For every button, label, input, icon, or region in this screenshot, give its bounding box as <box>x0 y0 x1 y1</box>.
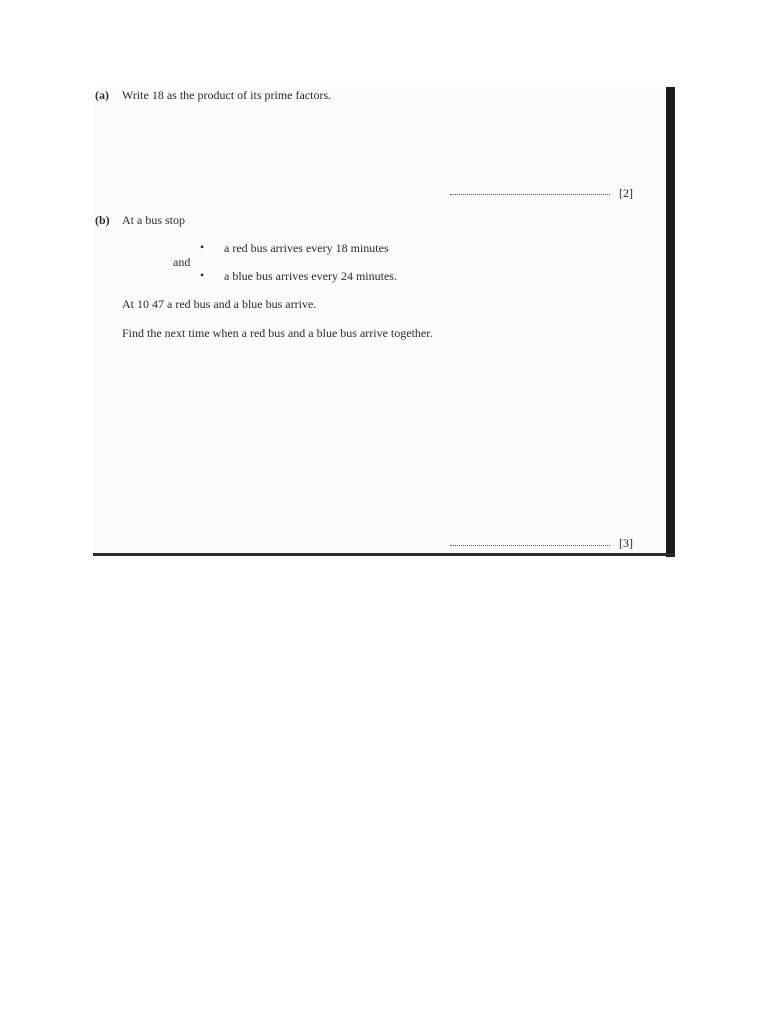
part-b-intro: At a bus stop <box>122 213 185 227</box>
bullet-2: • <box>200 268 205 282</box>
part-b-answer-line[interactable] <box>450 545 610 546</box>
part-b-marks: [3] <box>619 536 633 550</box>
sheet-right-border <box>666 87 675 557</box>
condition-blue-bus: a blue bus arrives every 24 minutes. <box>224 269 397 283</box>
part-b-label: (b) <box>95 213 110 227</box>
connector-and: and <box>173 255 191 269</box>
question-sheet <box>93 87 666 553</box>
part-a-question: Write 18 as the product of its prime factors. <box>122 88 332 102</box>
part-a-marks: [2] <box>619 186 633 200</box>
part-a-label: (a) <box>95 88 109 102</box>
part-b-question: Find the next time when a red bus and a blue bus arrive together. <box>122 326 433 340</box>
bullet-1: • <box>200 240 205 254</box>
part-a-answer-line[interactable] <box>450 194 610 195</box>
part-b-statement: At 10 47 a red bus and a blue bus arrive. <box>122 297 317 311</box>
sheet-bottom-border <box>93 553 675 556</box>
condition-red-bus: a red bus arrives every 18 minutes <box>224 241 389 255</box>
